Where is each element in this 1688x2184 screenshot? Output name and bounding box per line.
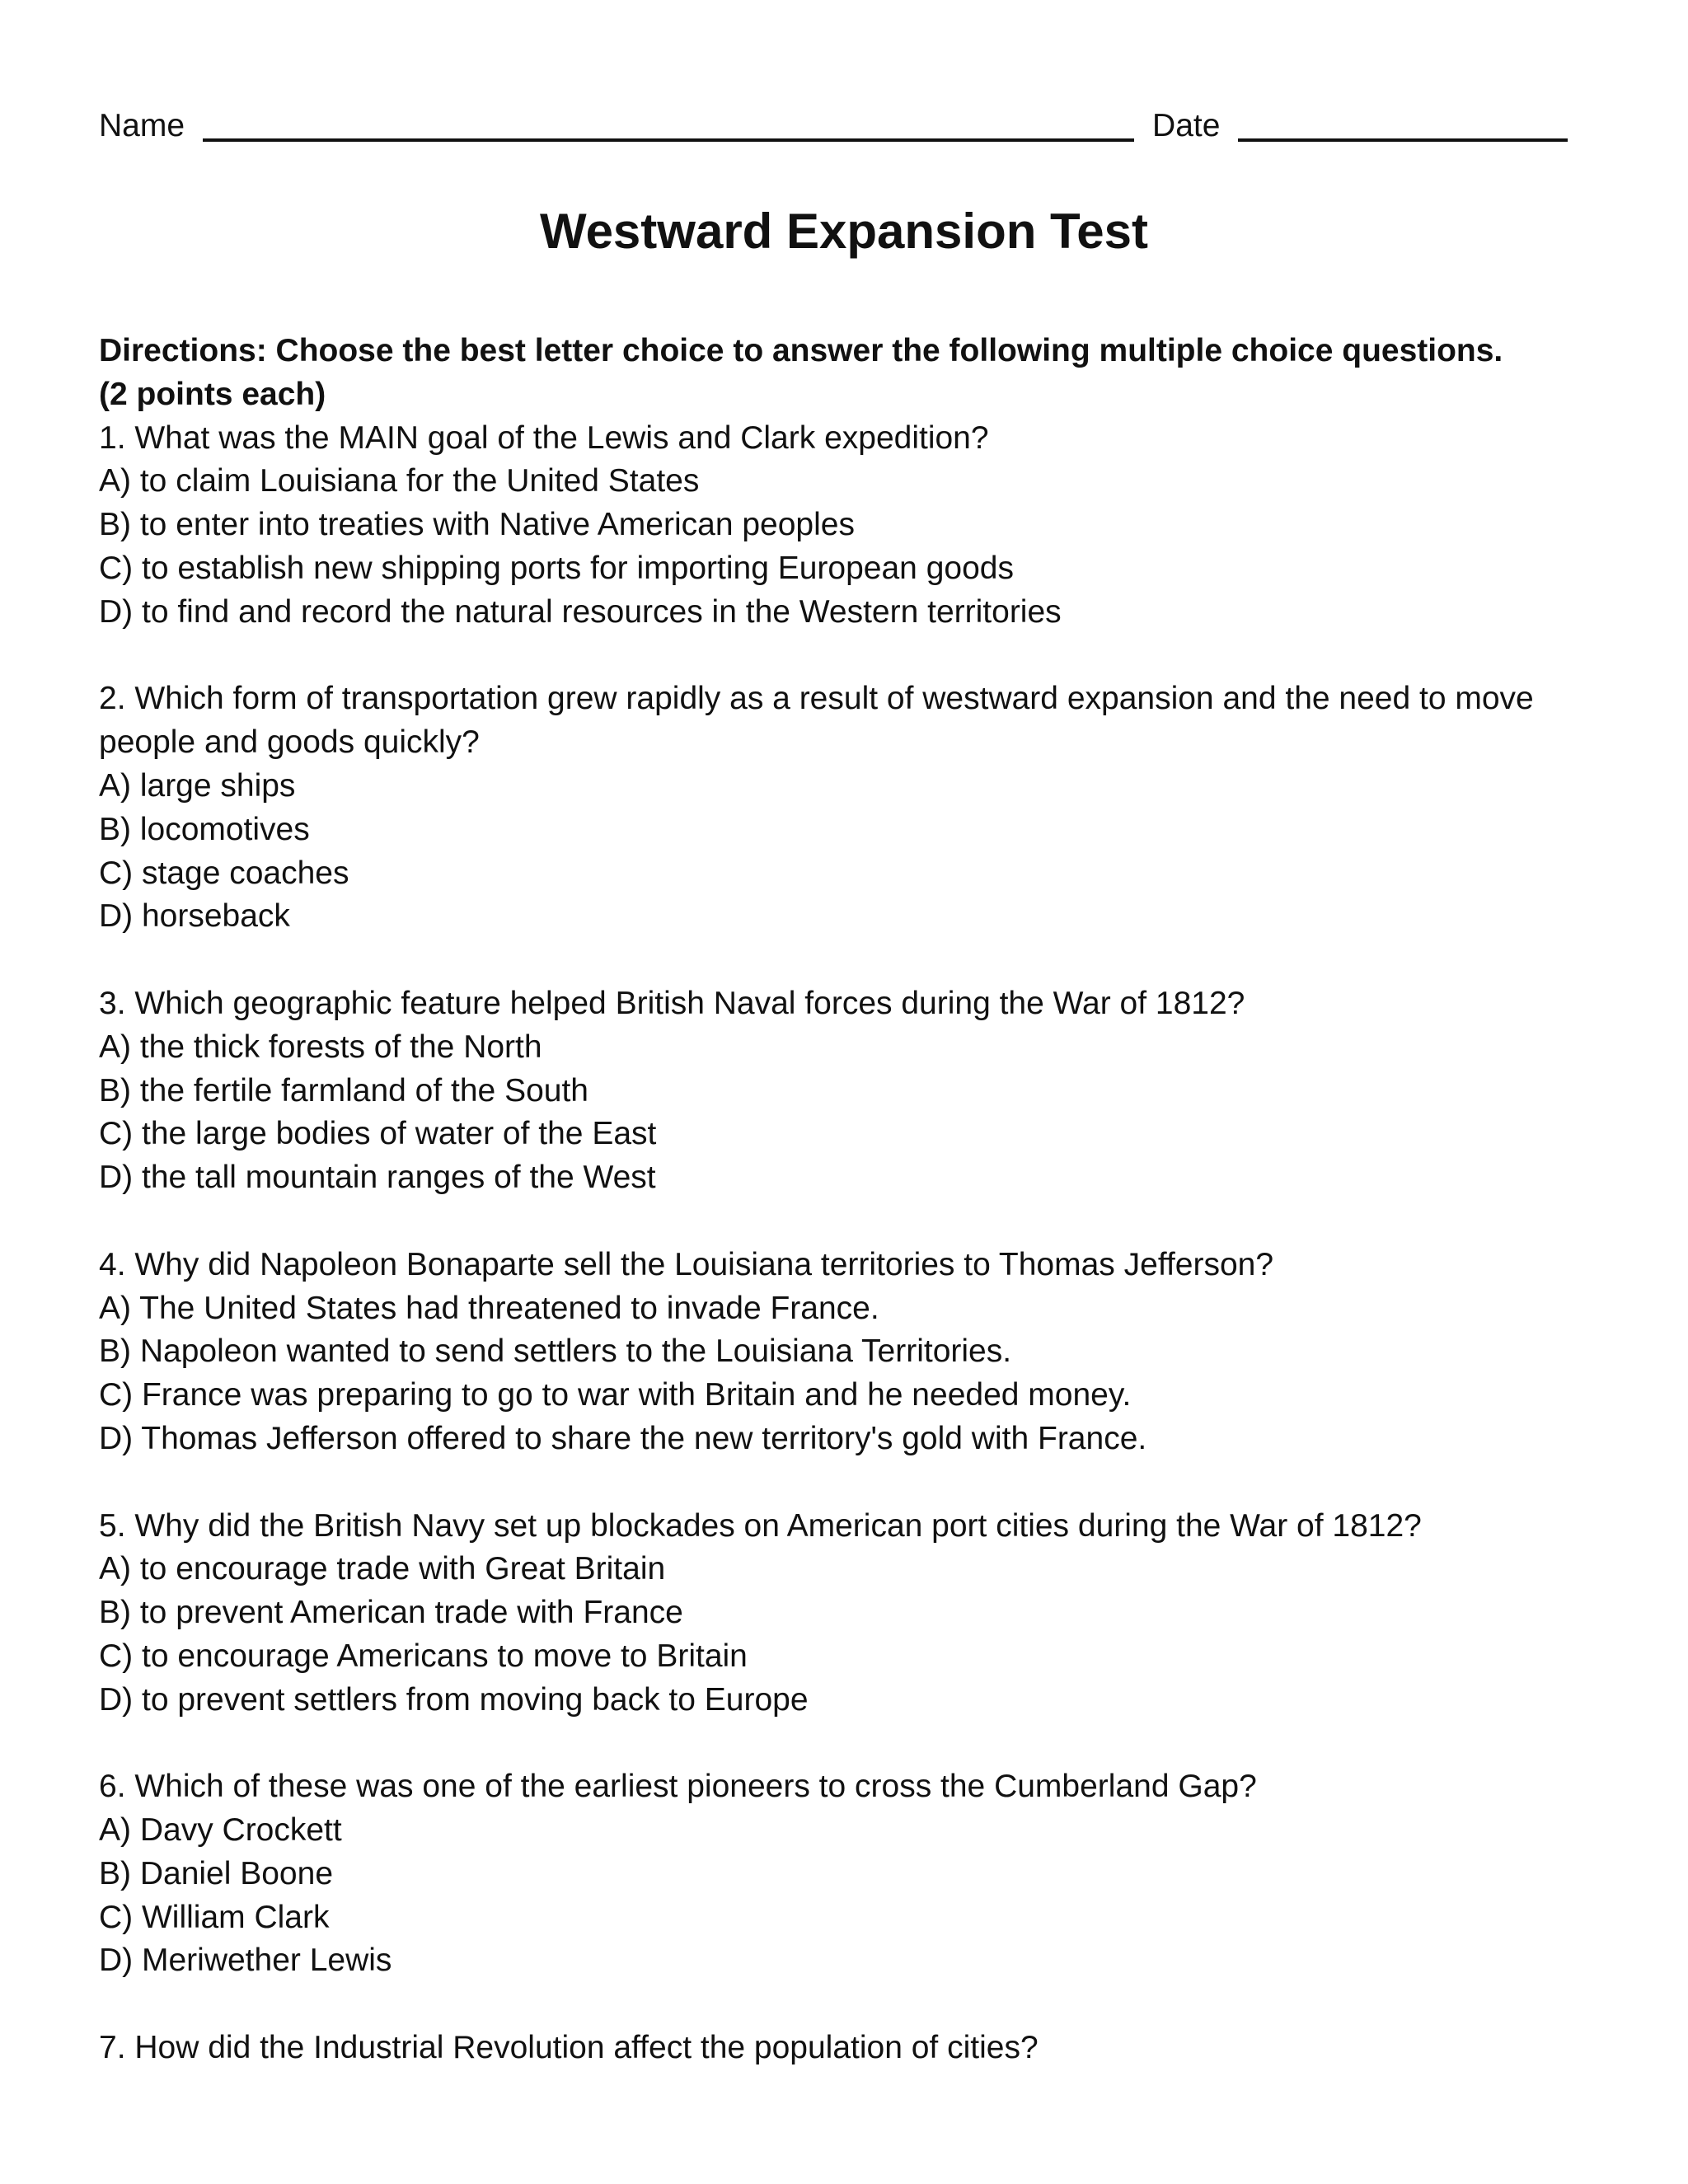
- answer-option-b: B) to enter into treaties with Native American peoples: [99, 507, 855, 543]
- answer-option-a: A) The United States had threatened to invade France.: [99, 1290, 879, 1326]
- directions-line-1: Directions: Choose the best letter choice to answer the following multiple choice questions.: [99, 333, 1503, 368]
- question-5: [99, 1505, 1599, 1722]
- question-1: [99, 417, 1599, 635]
- spacer: [99, 1983, 1599, 2027]
- answer-option-b: B) to prevent American trade with France: [99, 1595, 683, 1631]
- answer-option-d: D) to prevent settlers from moving back to Europe: [99, 1681, 809, 1718]
- answer-option-d: D) to find and record the natural resources in the Western territories: [99, 593, 1062, 630]
- name-label: Name: [99, 108, 185, 143]
- question-2: [99, 677, 1599, 939]
- answer-option-b: B) the fertile farmland of the South: [99, 1072, 588, 1108]
- question-7: [99, 2027, 1599, 2070]
- answer-option-c: C) to establish new shipping ports for importing European goods: [99, 550, 1014, 586]
- answer-option-c: C) to encourage Americans to move to Britain: [99, 1638, 748, 1674]
- question-6: [99, 1765, 1599, 1983]
- answer-option-d: D) Meriwether Lewis: [99, 1943, 392, 1979]
- name-blank-line: [203, 138, 1134, 142]
- spacer: [99, 635, 1599, 678]
- answer-option-c: C) stage coaches: [99, 855, 349, 891]
- spacer: [99, 1200, 1599, 1244]
- answer-option-a: A) to claim Louisiana for the United States: [99, 463, 700, 499]
- answer-option-d: D) Thomas Jefferson offered to share the new territory's gold with France.: [99, 1420, 1147, 1456]
- question-stem: 4. Why did Napoleon Bonaparte sell the Louisiana territories to Thomas Jefferson?: [99, 1246, 1274, 1282]
- answer-option-a: A) to encourage trade with Great Britain: [99, 1551, 666, 1587]
- answer-option-c: C) France was preparing to go to war with Britain and he needed money.: [99, 1377, 1132, 1413]
- question-stem: 1. What was the MAIN goal of the Lewis and Clark expedition?: [99, 419, 989, 456]
- question-stem: 5. Why did the British Navy set up blockades on American port cities during the War of 1812?: [99, 1507, 1422, 1544]
- answer-option-b: B) Napoleon wanted to send settlers to the Louisiana Territories.: [99, 1333, 1012, 1370]
- date-label: Date: [1152, 108, 1221, 143]
- answer-option-b: B) Daniel Boone: [99, 1855, 334, 1891]
- answer-option-d: D) horseback: [99, 898, 290, 935]
- question-4: [99, 1244, 1599, 1461]
- date-blank-line: [1238, 138, 1568, 142]
- answer-option-c: C) William Clark: [99, 1899, 330, 1935]
- question-stem: 6. Which of these was one of the earliest pioneers to cross the Cumberland Gap?: [99, 1769, 1257, 1805]
- answer-option-b: B) locomotives: [99, 811, 310, 847]
- directions-line-2: (2 points each): [99, 376, 326, 412]
- question-stem: 2. Which form of transportation grew rapidly as a result of westward expansion and the need to move people and goods quickly?: [99, 681, 1534, 761]
- answer-option-c: C) the large bodies of water of the East: [99, 1116, 657, 1152]
- answer-option-d: D) the tall mountain ranges of the West: [99, 1160, 656, 1196]
- test-content: [99, 330, 1599, 2070]
- spacer: [99, 1461, 1599, 1505]
- spacer: [99, 1722, 1599, 1766]
- question-stem: 7. How did the Industrial Revolution affect the population of cities?: [99, 2030, 1039, 2066]
- question-3: [99, 982, 1599, 1200]
- directions: [99, 330, 1599, 417]
- spacer: [99, 939, 1599, 982]
- question-stem: 3. Which geographic feature helped British Naval forces during the War of 1812?: [99, 985, 1245, 1021]
- page-title: Westward Expansion Test: [540, 204, 1148, 259]
- name-date-header: [99, 97, 1589, 142]
- answer-option-a: A) Davy Crockett: [99, 1812, 342, 1849]
- answer-option-a: A) the thick forests of the North: [99, 1029, 542, 1065]
- answer-option-a: A) large ships: [99, 767, 296, 804]
